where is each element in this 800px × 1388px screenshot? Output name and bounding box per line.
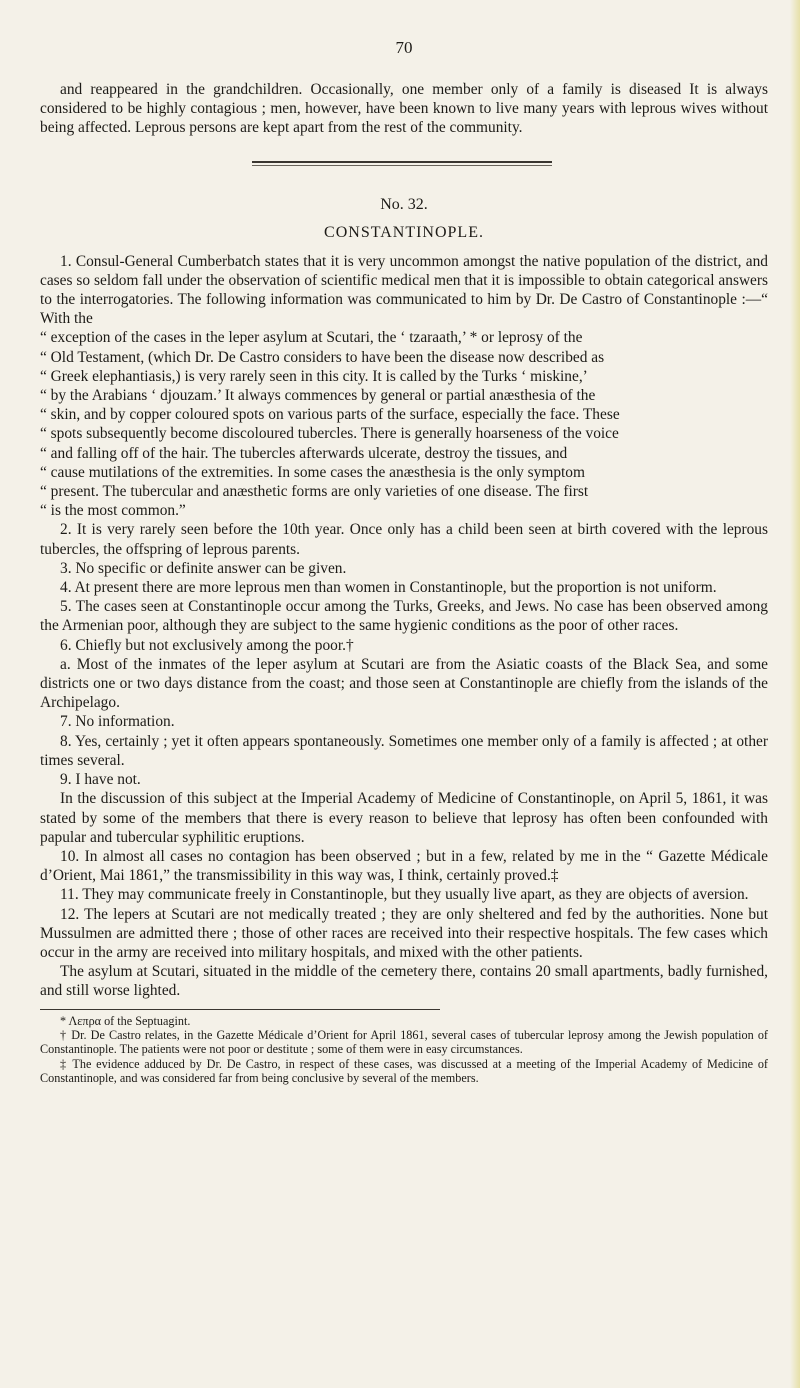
page-edge — [790, 0, 800, 1388]
paragraph-10: 10. In almost all cases no contagion has been observed ; but in a few, related by me in the “ Gazette Médicale d’Orient, Mai 1861,” the transmissibility in this way was, I think, certainly proved.‡ — [40, 847, 768, 885]
footnote-dagger: † Dr. De Castro relates, in the Gazette Médicale d’Orient for April 1861, several cases of tubercular leprosy among the Jewish population of Constantinople. The patients were not poor or destitute ; some of them were in easy circumstances. — [40, 1027, 768, 1057]
footnote-star: * Λεπρα of the Septuagint. — [60, 1013, 191, 1028]
footnotes — [40, 1014, 768, 1086]
quote-line: “ is the most common.” — [40, 502, 186, 520]
quote-line: “ Old Testament, (which Dr. De Castro considers to have been the disease now described as — [40, 348, 605, 366]
section-title: CONSTANTINOPLE. — [324, 223, 484, 241]
paragraph-9-discussion: In the discussion of this subject at the Imperial Academy of Medicine of Constantinople, on April 5, 1861, it was stated by some of the members that there is every reason to believe that leprosy has often been confounded with papular and tubercular syphilitic eruptions. — [40, 790, 768, 846]
paragraph-5: 5. The cases seen at Constantinople occur among the Turks, Greeks, and Jews. No case has been observed among the Armenian poor, although they are subject to the same hygienic conditions as the poor of other races. — [40, 598, 768, 635]
paragraph-2: 2. It is very rarely seen before the 10th year. Once only has a child been seen at birth covered with the leprous tubercles, the offspring of leprous parents. — [40, 521, 768, 558]
page — [40, 0, 768, 1086]
paragraph-12-asylum: The asylum at Scutari, situated in the middle of the cemetery there, contains 20 small apartments, badly furnished, and still worse lighted. — [40, 963, 768, 1000]
section-number: No. 32. — [380, 195, 428, 213]
footnote-double-dagger: ‡ The evidence adduced by Dr. De Castro, in respect of these cases, was discussed at a meeting of the Imperial Academy of Medicine of Constantinople, and was considered far from being conclusive by several of the members. — [40, 1056, 768, 1086]
report-body — [40, 252, 768, 1001]
paragraph-11: 11. They may communicate freely in Constantinople, but they usually live apart, as they are objects of aversion. — [60, 886, 749, 904]
section-divider — [252, 161, 552, 163]
quote-line: “ present. The tubercular and anæsthetic forms are only varieties of one disease. The first — [40, 483, 589, 501]
intro-paragraph: and reappeared in the grandchildren. Occasionally, one member only of a family is diseased It is always considered to be highly contagious ; men, however, have been known to live many years with leprous wives without being affected. Leprous persons are kept apart from the rest of the community. — [40, 81, 768, 137]
paragraph-9: 9. I have not. — [60, 771, 141, 789]
quote-line: “ skin, and by copper coloured spots on various parts of the surface, especially the face. These — [40, 406, 620, 424]
quote-line: “ exception of the cases in the leper asylum at Scutari, the ‘ tzaraath,’ * or leprosy of the — [40, 329, 583, 347]
quote-line: “ cause mutilations of the extremities. In some cases the anæsthesia is the only symptom — [40, 463, 585, 481]
paragraph-8: 8. Yes, certainly ; yet it often appears spontaneously. Sometimes one member only of a family is affected ; at other times several. — [40, 732, 768, 769]
paragraph-12: 12. The lepers at Scutari are not medically treated ; they are only sheltered and fed by the authorities. None but Mussulmen are admitted there ; those of other races are received into their respective hospitals. The few cases which occur in the army are received into military hospitals, and mixed with the other patients. — [40, 905, 768, 961]
quote-line: “ and falling off of the hair. The tubercles afterwards ulcerate, destroy the tissues, and — [40, 444, 568, 462]
quote-line: “ by the Arabians ‘ djouzam.’ It always commences by general or partial anæsthesia of the — [40, 387, 596, 405]
section-divider-thin — [252, 165, 552, 166]
paragraph-7: 7. No information. — [60, 713, 175, 731]
paragraph-3: 3. No specific or definite answer can be given. — [60, 559, 347, 577]
page-number: 70 — [395, 38, 413, 57]
paragraph-6: 6. Chiefly but not exclusively among the poor.† — [60, 636, 354, 654]
quote-line: “ spots subsequently become discoloured tubercles. There is generally hoarseness of the voice — [40, 425, 619, 443]
footnote-divider — [40, 1009, 440, 1010]
paragraph-1: 1. Consul-General Cumberbatch states that it is very uncommon amongst the native population of the district, and cases so seldom fall under the observation of scientific medical men that it is impossible to obtain categorical answers to the interrogatories. The following information was communicated to him by Dr. De Castro of Constantinople :—“ With the — [40, 252, 768, 328]
paragraph-6a: a. Most of the inmates of the leper asylum at Scutari are from the Asiatic coasts of the Black Sea, and some districts one or two days distance from the coast; and those seen at Constantinople are chiefly from the islands of the Archipelago. — [40, 655, 768, 712]
quote-line: “ Greek elephantiasis,) is very rarely seen in this city. It is called by the Turks ‘ miskine,’ — [40, 367, 588, 385]
paragraph-4: 4. At present there are more leprous men than women in Constantinople, but the proportion is not uniform. — [60, 579, 717, 597]
